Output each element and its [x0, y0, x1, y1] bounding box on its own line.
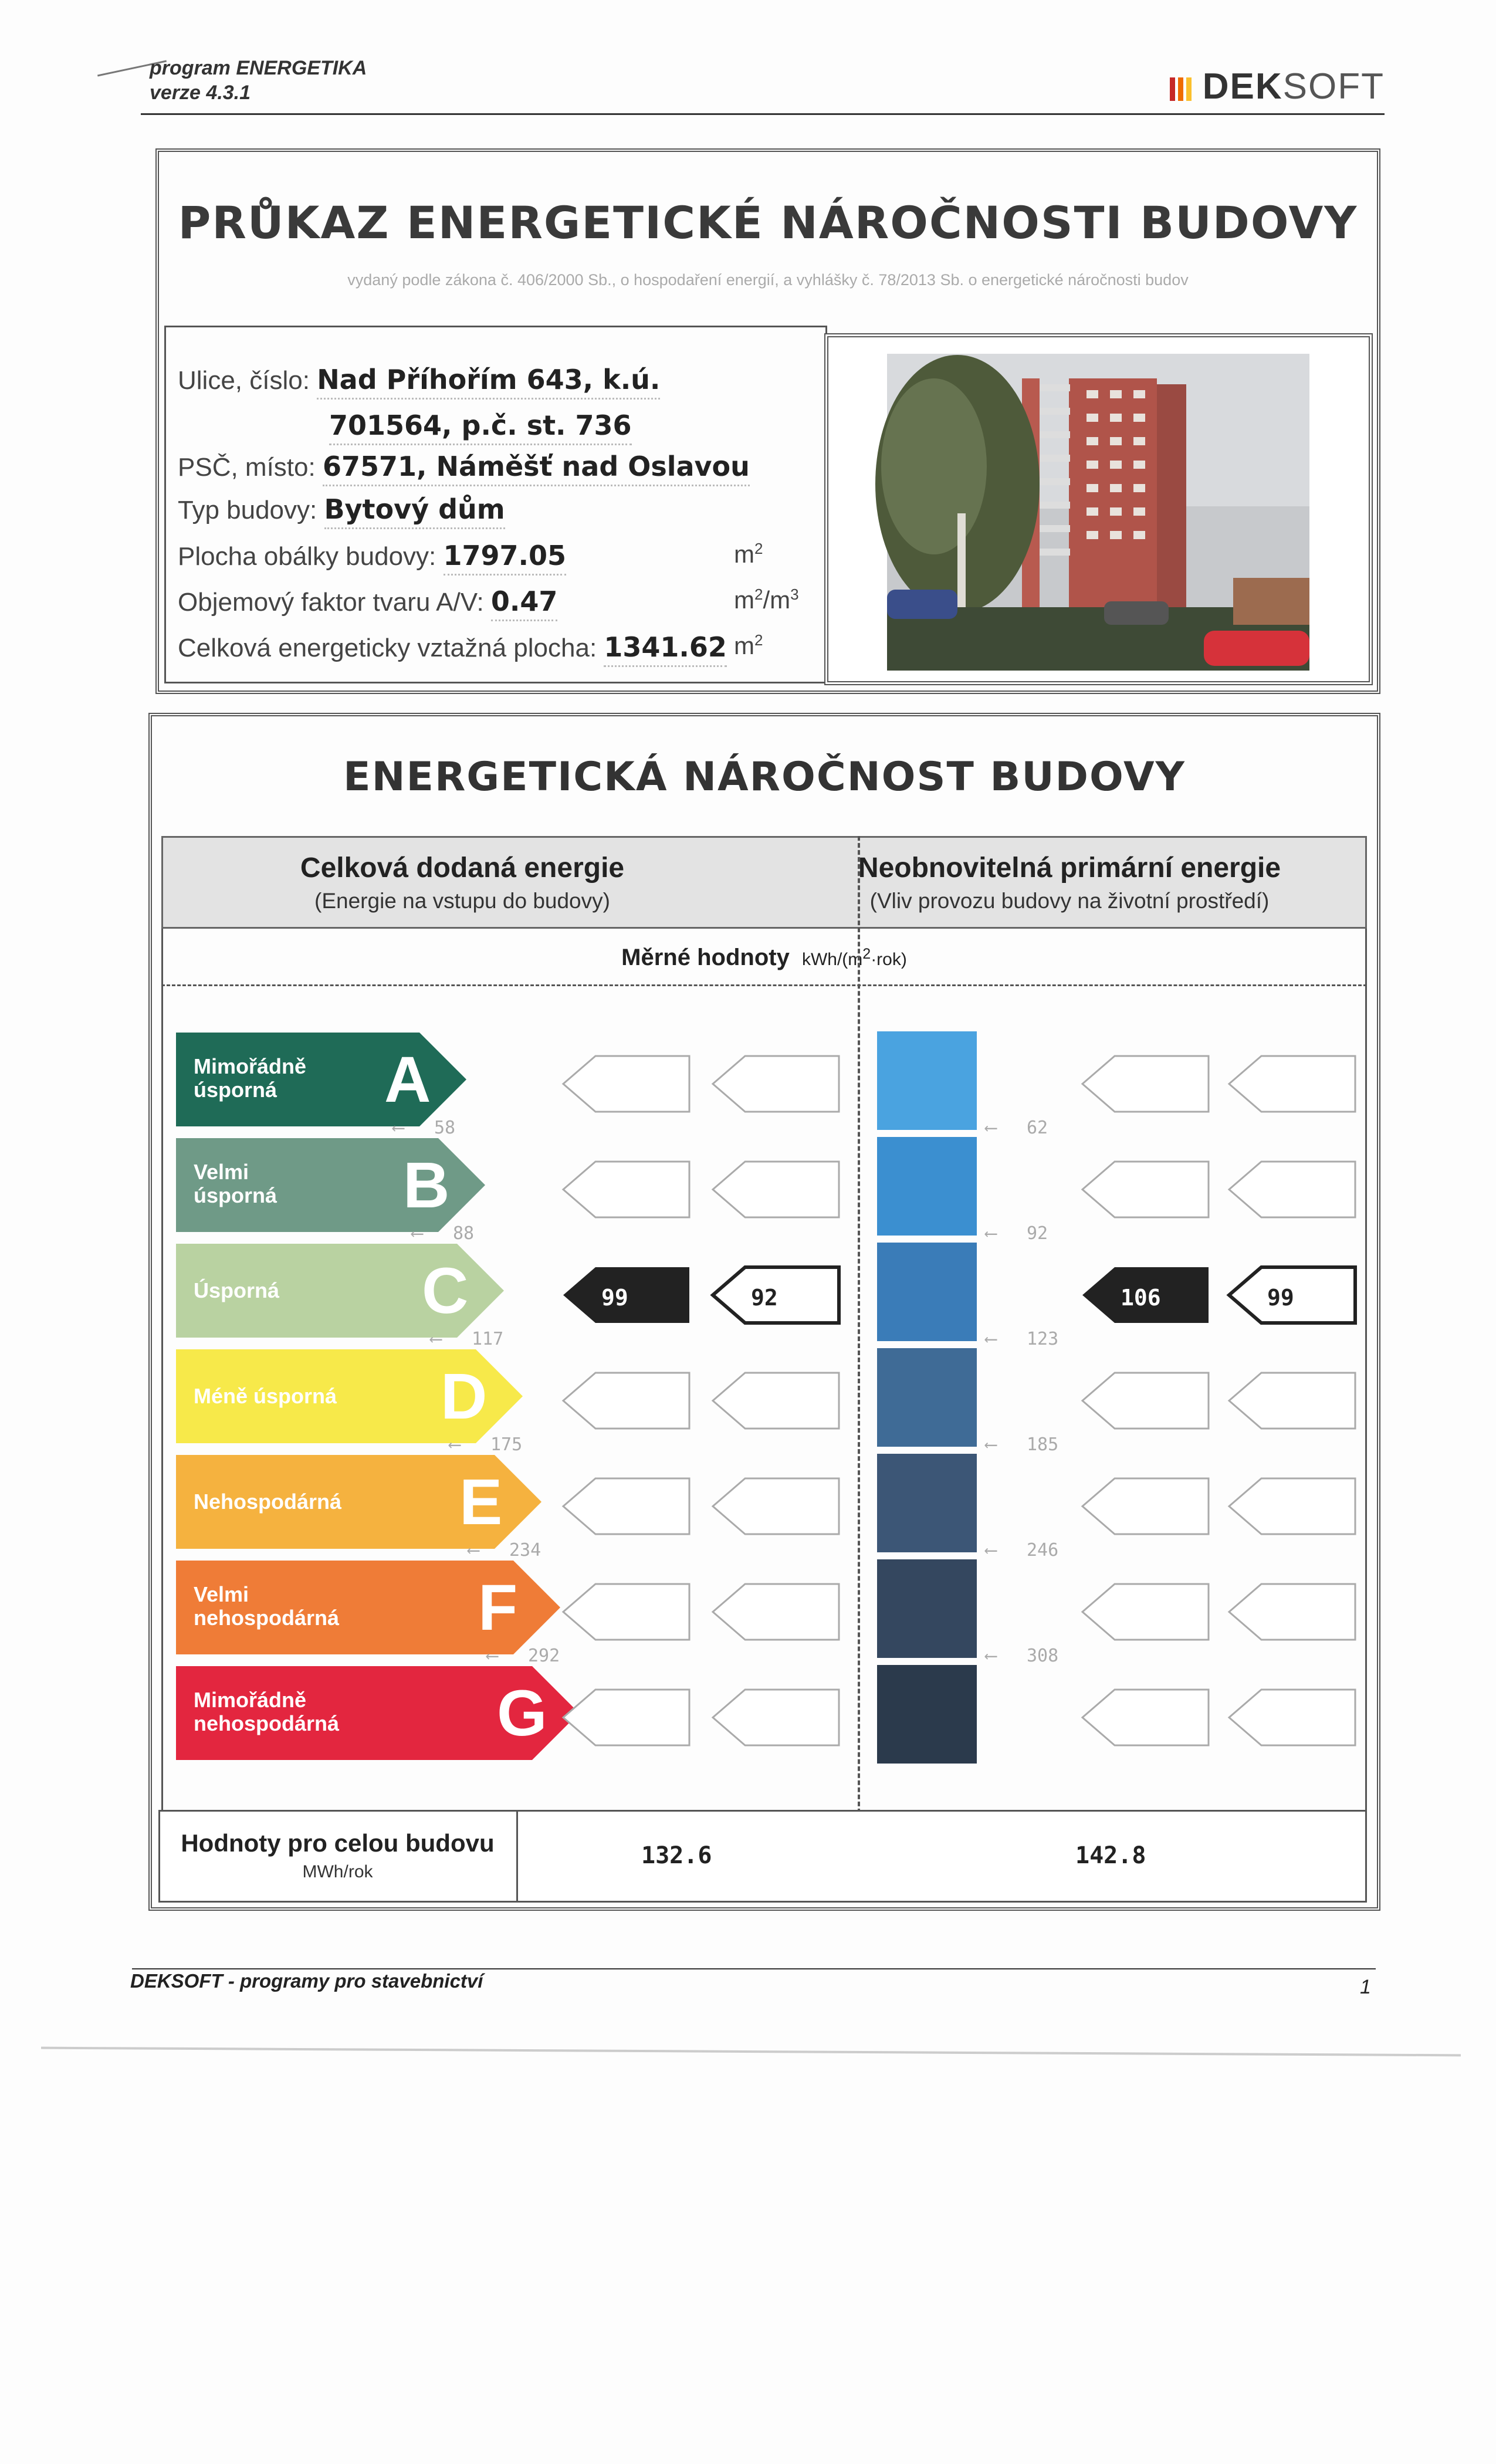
delivered-threshold-arrow: ⟵ — [393, 1118, 404, 1138]
totals-separator — [516, 1812, 518, 1901]
class-label2-b: úsporná — [194, 1183, 277, 1207]
performance-title: ENERGETICKÁ NÁROČNOST BUDOVY — [343, 754, 1186, 800]
class-label2-f: nehospodárná — [194, 1606, 340, 1630]
envelope-label: Plocha obálky budovy: — [178, 542, 436, 571]
delivered-threshold-6: 292 — [528, 1646, 560, 1666]
delivered-current-empty-f — [563, 1584, 689, 1640]
delivered-reference-empty-b — [713, 1162, 839, 1217]
delivered-threshold-1: 58 — [434, 1118, 456, 1138]
class-letter-c: C — [422, 1255, 469, 1327]
delivered-threshold-2: 88 — [453, 1223, 475, 1244]
delivered-threshold-arrow: ⟵ — [449, 1434, 461, 1455]
delivered-reference-empty-a — [713, 1056, 839, 1112]
primary-bar-a — [877, 1031, 977, 1130]
class-letter-f: F — [478, 1572, 518, 1644]
col-primary-title: Neobnovitelná primární energie — [858, 852, 1281, 884]
totals-primary-value: 142.8 — [1075, 1842, 1146, 1869]
delivered-current-empty-g — [563, 1690, 689, 1745]
primary-bar-g — [877, 1665, 977, 1764]
primary-threshold-5: 246 — [1027, 1540, 1059, 1561]
primary-reference-value: 99 — [1267, 1285, 1294, 1311]
primary-threshold-arrow: ⟵ — [986, 1223, 997, 1244]
class-label-f: Velmi — [194, 1582, 249, 1606]
delivered-threshold-5: 234 — [509, 1540, 541, 1561]
delivered-reference-empty-g — [713, 1690, 839, 1745]
delivered-threshold-4: 175 — [490, 1434, 523, 1455]
primary-threshold-4: 185 — [1027, 1434, 1059, 1455]
delivered-threshold-arrow: ⟵ — [431, 1329, 442, 1349]
type-label: Typ budovy: — [178, 496, 317, 524]
type-value: Bytový dům — [324, 493, 505, 529]
certificate-subtitle: vydaný podle zákona č. 406/2000 Sb., o hospodaření energií, a vyhlášky č. 78/2013 Sb. o energetické náročnosti budov — [347, 271, 1189, 289]
class-label-c: Úsporná — [194, 1278, 280, 1302]
class-label-e: Nehospodárná — [194, 1490, 342, 1514]
class-letter-g: G — [497, 1677, 547, 1749]
street-value-2: 701564, p.č. st. 736 — [329, 409, 632, 445]
class-label-a: Mimořádně — [194, 1054, 307, 1078]
delivered-reference-empty-e — [713, 1478, 839, 1534]
primary-bar-d — [877, 1348, 977, 1447]
class-letter-e: E — [459, 1466, 503, 1538]
primary-current-empty-b — [1082, 1162, 1209, 1217]
class-letter-b: B — [403, 1149, 450, 1221]
primary-reference-empty-e — [1229, 1478, 1355, 1534]
primary-threshold-2: 92 — [1027, 1223, 1048, 1244]
primary-bar-f — [877, 1559, 977, 1658]
delivered-reference-empty-d — [713, 1373, 839, 1429]
delivered-current-value: 99 — [601, 1285, 628, 1311]
logo-light: SOFT — [1282, 66, 1385, 107]
delivered-threshold-arrow: ⟵ — [412, 1223, 423, 1244]
col-primary-subtitle: (Vliv provozu budovy na životní prostředí) — [869, 889, 1270, 913]
class-label2-a: úsporná — [194, 1078, 277, 1102]
totals-unit: MWh/rok — [302, 1862, 373, 1881]
area-unit: $m^2$ — [734, 631, 763, 659]
primary-current-empty-d — [1082, 1373, 1209, 1429]
specific-unit: kWh/$(m^2\cdot rok)$ — [801, 946, 907, 969]
city-value: 67571, Náměšť nad Oslavou — [323, 451, 750, 486]
delivered-current-empty-e — [563, 1478, 689, 1534]
area-label: Celková energeticky vztažná plocha: — [178, 634, 597, 662]
primary-bar-c — [877, 1243, 977, 1341]
primary-reference-empty-a — [1229, 1056, 1355, 1112]
street-value: Nad Příhořím 643, k.ú. — [317, 364, 660, 400]
primary-reference-empty-f — [1229, 1584, 1355, 1640]
primary-bar-b — [877, 1137, 977, 1236]
specific-label: Měrné hodnoty — [621, 945, 790, 970]
delivered-threshold-arrow: ⟵ — [468, 1540, 479, 1561]
primary-threshold-arrow: ⟵ — [986, 1434, 997, 1455]
col-delivered-title: Celková dodaná energie — [300, 852, 625, 884]
delivered-threshold-arrow: ⟵ — [487, 1646, 498, 1666]
class-letter-a: A — [384, 1044, 431, 1116]
primary-bar-e — [877, 1454, 977, 1552]
certificate-title: PRŮKAZ ENERGETICKÉ NÁROČNOSTI BUDOVY — [178, 197, 1358, 249]
shape-factor-unit: $m^2/m^3$ — [734, 585, 799, 614]
primary-current-empty-f — [1082, 1584, 1209, 1640]
totals-label-cell — [160, 1829, 515, 1882]
delivered-reference-empty-f — [713, 1584, 839, 1640]
class-label-g: Mimořádně — [194, 1688, 307, 1712]
delivered-threshold-3: 117 — [472, 1329, 504, 1349]
delivered-reference-value: 92 — [751, 1285, 778, 1311]
primary-threshold-arrow: ⟵ — [986, 1118, 997, 1138]
program-name: program ENERGETIKA — [150, 57, 367, 79]
page-number: 1 — [1360, 1976, 1371, 1998]
envelope-unit: $m^2$ — [734, 540, 763, 568]
primary-current-empty-a — [1082, 1056, 1209, 1112]
footer-divider — [132, 1968, 1376, 1969]
shape-factor-value: 0.47 — [491, 585, 558, 621]
primary-reference-empty-d — [1229, 1373, 1355, 1429]
primary-current-empty-e — [1082, 1478, 1209, 1534]
primary-threshold-1: 62 — [1027, 1118, 1048, 1138]
primary-threshold-6: 308 — [1027, 1646, 1059, 1666]
primary-reference-empty-g — [1229, 1690, 1355, 1745]
city-label: PSČ, místo: — [178, 453, 316, 482]
class-label2-g: nehospodárná — [194, 1711, 340, 1735]
primary-threshold-arrow: ⟵ — [986, 1540, 997, 1561]
primary-current-value: 106 — [1121, 1285, 1161, 1311]
class-label-d: Méně úsporná — [194, 1384, 337, 1408]
primary-threshold-3: 123 — [1027, 1329, 1059, 1349]
footer-text: DEKSOFT - programy pro stavebnictví — [130, 1970, 483, 1992]
building-totals — [158, 1810, 1367, 1903]
primary-threshold-arrow: ⟵ — [986, 1646, 997, 1666]
program-version: verze 4.3.1 — [150, 82, 251, 104]
totals-label: Hodnoty pro celou budovu — [181, 1829, 495, 1857]
col-delivered-subtitle: (Energie na vstupu do budovy) — [314, 889, 610, 913]
street-label: Ulice, číslo: — [178, 366, 310, 395]
delivered-current-empty-a — [563, 1056, 689, 1112]
primary-reference-empty-b — [1229, 1162, 1355, 1217]
primary-current-empty-g — [1082, 1690, 1209, 1745]
totals-delivered-value: 132.6 — [641, 1842, 712, 1869]
primary-threshold-arrow: ⟵ — [986, 1329, 997, 1349]
delivered-current-empty-d — [563, 1373, 689, 1429]
area-value: 1341.62 — [604, 631, 727, 667]
envelope-value: 1797.05 — [444, 540, 567, 576]
shape-factor-label: Objemový faktor tvaru A/V: — [178, 588, 484, 617]
class-label-b: Velmi — [194, 1160, 249, 1184]
logo-bold: DEK — [1202, 66, 1283, 107]
delivered-current-empty-b — [563, 1162, 689, 1217]
class-letter-d: D — [441, 1360, 488, 1433]
